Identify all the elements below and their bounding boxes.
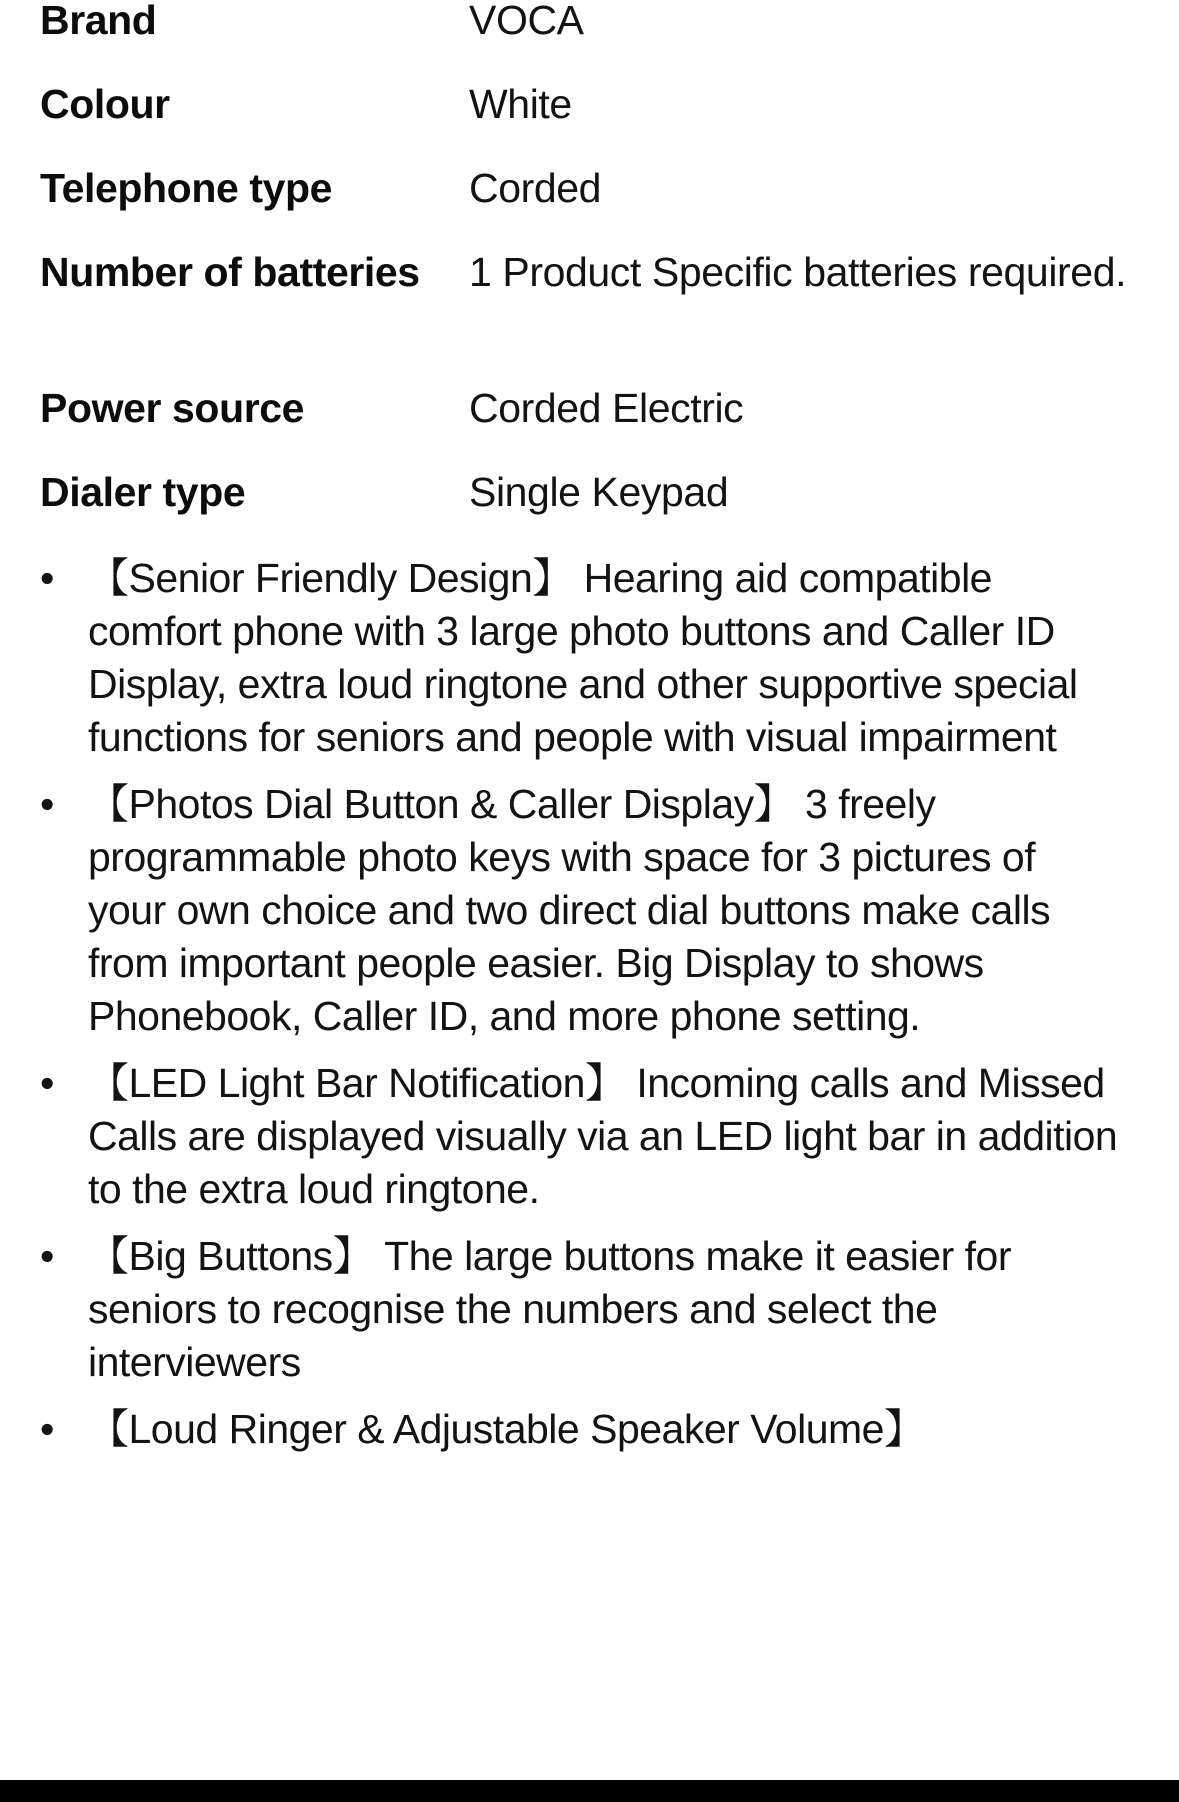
spec-label-power-source: Power source (40, 385, 305, 431)
table-row (0, 246, 1179, 382)
list-item (0, 1230, 1179, 1389)
spec-label-colour: Colour (40, 81, 170, 127)
feature-text: 【Photos Dial Button & Caller Display】 3 freely programmable photo keys with space for 3 pictures of your own choice and two direct dial buttons make calls from important people easier. Big Display to shows Phonebook, Caller ID, and more phone setting. (88, 781, 1051, 1039)
bullet-icon: • (40, 781, 54, 827)
bottom-black-bar (0, 1780, 1179, 1802)
spec-value-brand: VOCA (469, 0, 584, 43)
table-row (0, 0, 1179, 78)
feature-text: 【Loud Ringer & Adjustable Speaker Volume】 (88, 1406, 925, 1452)
list-item (0, 1403, 1179, 1456)
spec-value-number-of-batteries: 1 Product Specific batteries required. (469, 249, 1127, 295)
spec-label-brand: Brand (40, 0, 157, 43)
spec-value-power-source: Corded Electric (469, 385, 744, 431)
spec-value-telephone-type: Corded (469, 165, 602, 211)
bullet-icon: • (40, 1233, 54, 1279)
list-item (0, 778, 1179, 1043)
feature-text: 【Senior Friendly Design】 Hearing aid compatible comfort phone with 3 large photo buttons and Caller ID Display, extra loud ringtone and other supportive special functions for seniors and people with visual impairment (88, 555, 1078, 760)
feature-text: 【Big Buttons】 The large buttons make it easier for seniors to recognise the numbers and select the interviewers (88, 1233, 1012, 1385)
spec-table-body (0, 0, 1179, 550)
table-row (0, 382, 1179, 466)
spec-value-dialer-type: Single Keypad (469, 469, 729, 515)
spec-label-number-of-batteries: Number of batteries (40, 249, 420, 295)
bullet-icon: • (40, 1060, 54, 1106)
product-specification-table (0, 0, 1179, 550)
list-item (0, 552, 1179, 764)
spec-label-dialer-type: Dialer type (40, 469, 246, 515)
table-row (0, 466, 1179, 550)
bullet-icon: • (40, 555, 54, 601)
feature-text: 【LED Light Bar Notification】 Incoming calls and Missed Calls are displayed visually via an LED light bar in addition to the extra loud ringtone. (88, 1060, 1118, 1212)
table-row (0, 162, 1179, 246)
spec-value-colour: White (469, 81, 572, 127)
table-row (0, 78, 1179, 162)
feature-bullet-list (0, 552, 1179, 1470)
bullet-icon: • (40, 1406, 54, 1452)
spec-label-telephone-type: Telephone type (40, 165, 333, 211)
list-item (0, 1057, 1179, 1216)
